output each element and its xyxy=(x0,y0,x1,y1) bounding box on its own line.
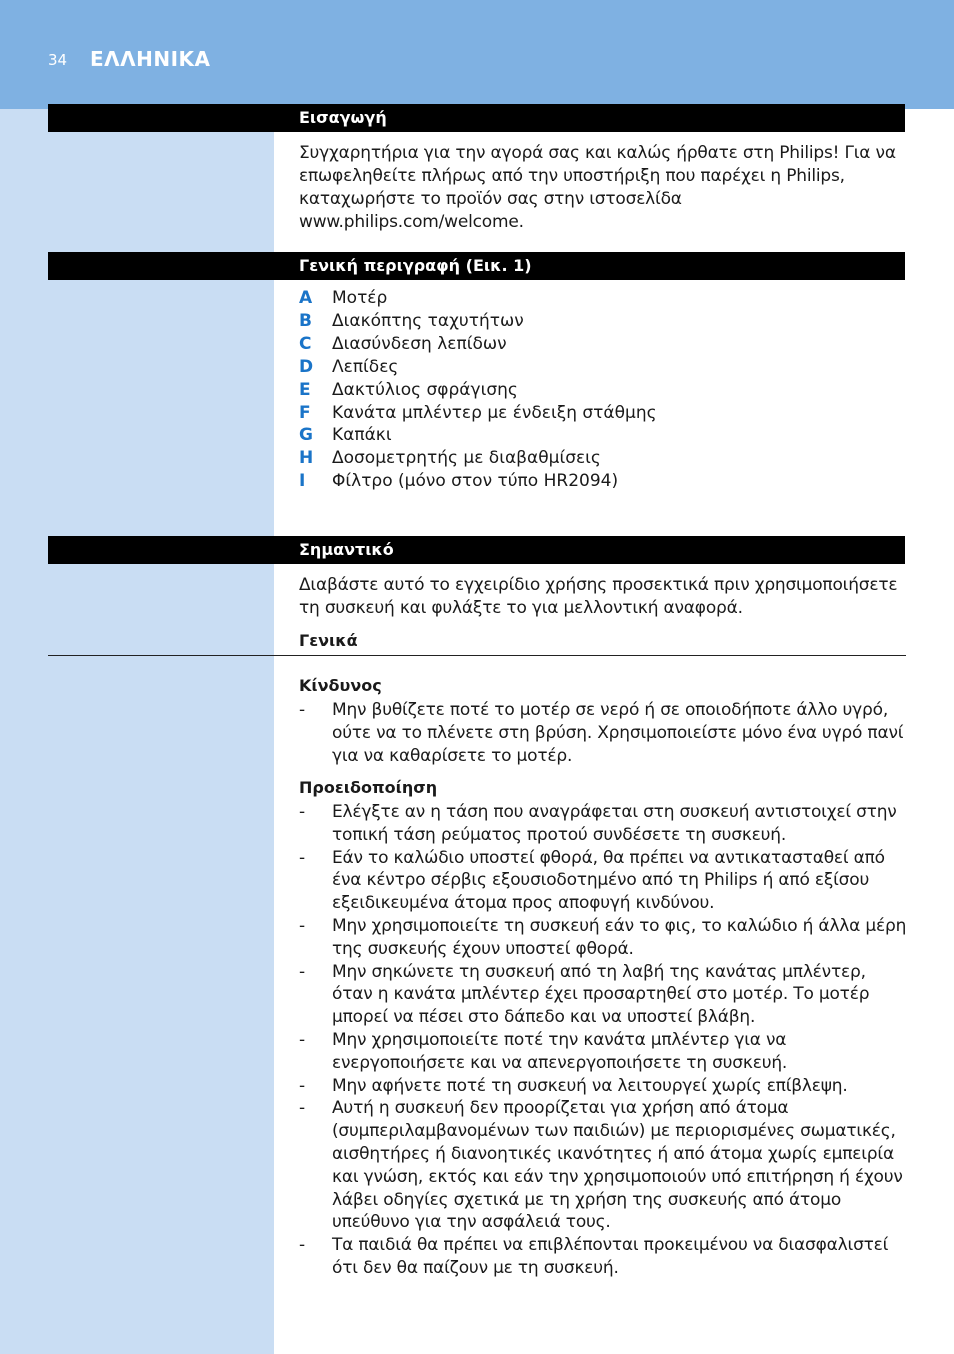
warning-heading: Προειδοποίηση xyxy=(299,778,438,797)
list-item: - Μην χρησιμοποιείτε ποτέ την κανάτα μπλέντερ για να ενεργοποιήσετε και να απενεργοποιήσετε τη συσκευή. xyxy=(299,1029,909,1075)
part-label: Διακόπτης ταχυτήτων xyxy=(332,310,524,331)
part-item xyxy=(299,402,657,425)
section-title: Εισαγωγή xyxy=(299,108,387,127)
section-title: Γενική περιγραφή (Εικ. 1) xyxy=(299,256,532,275)
part-letter: D xyxy=(299,356,314,377)
intro-text: Συγχαρητήρια για την αγορά σας και καλώς ήρθατε στη Philips! Για να επωφεληθείτε πλήρως από την υποστήριξη που παρέχει η Philips, καταχωρήστε το προϊόν σας στην ιστοσελίδα www.philips.com/welcome. xyxy=(299,143,896,232)
important-paragraph xyxy=(299,574,909,620)
part-item xyxy=(299,310,657,333)
part-item xyxy=(299,470,657,493)
section-bar-introduction xyxy=(48,104,905,132)
list-item: - Μην σηκώνετε τη συσκευή από τη λαβή της κανάτας μπλέντερ, όταν η κανάτα μπλέντερ έχει προσαρτηθεί στο μοτέρ. Το μοτέρ μπορεί να πέσει στο δάπεδο και να υποστεί βλάβη. xyxy=(299,961,909,1029)
part-letter: B xyxy=(299,310,312,331)
part-label: Μοτέρ xyxy=(332,288,388,308)
part-label: Λεπίδες xyxy=(332,356,399,377)
part-item xyxy=(299,287,657,310)
section-bar-important xyxy=(48,536,905,564)
part-label: Δοσομετρητής με διαβαθμίσεις xyxy=(332,448,601,469)
list-item: - Εάν το καλώδιο υποστεί φθορά, θα πρέπει να αντικατασταθεί από ένα κέντρο σέρβις εξουσιοδοτημένο από τη Philips ή από εξίσου εξειδικευμένα άτομα προς αποφυγή κινδύνου. xyxy=(299,847,909,915)
section-bar-general-description xyxy=(48,252,905,280)
part-letter: G xyxy=(299,425,313,446)
part-letter: I xyxy=(299,471,306,492)
part-label: Κανάτα μπλέντερ με ένδειξη στάθμης xyxy=(332,402,657,423)
part-label: Διασύνδεση λεπίδων xyxy=(332,333,507,354)
list-item-text: Μην χρησιμοποιείτε τη συσκευή εάν το φις, το καλώδιο ή άλλα μέρη της συσκευής έχουν υποστεί φθορά. xyxy=(332,915,907,959)
part-label: Καπάκι xyxy=(332,425,392,446)
list-item-text: Μην αφήνετε ποτέ τη συσκευή να λειτουργεί χωρίς επίβλεψη. xyxy=(332,1075,848,1096)
part-item xyxy=(299,424,657,447)
list-item-text: Ελέγξτε αν η τάση που αναγράφεται στη συσκευή αντιστοιχεί στην τοπική τάση ρεύματος προτού συνδέσετε τη συσκευή. xyxy=(332,802,897,845)
part-letter: E xyxy=(299,379,311,400)
list-item: - Μην βυθίζετε ποτέ το μοτέρ σε νερό ή σε οποιοδήποτε άλλο υγρό, ούτε να το πλένετε στη βρύση. Χρησιμοποιείστε μόνο ένα υγρό πανί για να καθαρίσετε το μοτέρ. xyxy=(299,699,909,767)
part-item xyxy=(299,356,657,379)
danger-list xyxy=(299,699,909,767)
list-item-text: Μην χρησιμοποιείτε ποτέ την κανάτα μπλέντερ για να ενεργοποιήσετε και να απενεργοποιήσετε τη συσκευή. xyxy=(332,1029,788,1073)
part-label: Δακτύλιος σφράγισης xyxy=(332,379,518,400)
parts-list xyxy=(299,287,657,493)
danger-heading: Κίνδυνος xyxy=(299,676,382,695)
left-margin-panel xyxy=(0,109,274,1354)
part-item xyxy=(299,447,657,470)
part-item xyxy=(299,379,657,402)
divider-line xyxy=(48,655,906,656)
list-item-text: Εάν το καλώδιο υποστεί φθορά, θα πρέπει να αντικατασταθεί από ένα κέντρο σέρβις εξουσιοδοτημένο από τη Philips ή από εξίσου εξειδικευμένα άτομα προς αποφυγή κινδύνου. xyxy=(332,847,885,914)
part-letter: H xyxy=(299,448,314,469)
part-letter: C xyxy=(299,333,312,354)
list-item-text: Μην σηκώνετε τη συσκευή από τη λαβή της κανάτας μπλέντερ, όταν η κανάτα μπλέντερ έχει προσαρτηθεί στο μοτέρ. Το μοτέρ μπορεί να πέσει στο δάπεδο και να υποστεί βλάβη. xyxy=(332,961,870,1028)
part-label: Φίλτρο (μόνο στον τύπο HR2094) xyxy=(332,471,619,492)
part-letter: F xyxy=(299,402,311,423)
list-item: - Μην αφήνετε ποτέ τη συσκευή να λειτουργεί χωρίς επίβλεψη. xyxy=(299,1075,909,1098)
list-item: - Μην χρησιμοποιείτε τη συσκευή εάν το φις, το καλώδιο ή άλλα μέρη της συσκευής έχουν υποστεί φθορά. xyxy=(299,915,909,961)
language-heading: ΕΛΛΗΝΙΚΑ xyxy=(90,47,211,71)
section-title: Σημαντικό xyxy=(299,540,394,559)
list-item: - Τα παιδιά θα πρέπει να επιβλέπονται προκειμένου να διασφαλιστεί ότι δεν θα παίζουν με τη συσκευή. xyxy=(299,1234,909,1280)
list-item-text: Μην βυθίζετε ποτέ το μοτέρ σε νερό ή σε οποιοδήποτε άλλο υγρό, ούτε να το πλένετε στη βρύση. Χρησιμοποιείστε μόνο ένα υγρό πανί για να καθαρίσετε το μοτέρ. xyxy=(332,700,904,766)
part-letter: A xyxy=(299,288,313,308)
list-item: - Αυτή η συσκευή δεν προορίζεται για χρήση από άτομα (συμπεριλαμβανομένων των παιδιών) με περιορισμένες σωματικές, αισθητήρες ή διανοητικές ικανότητες ή από άτομα χωρίς εμπειρία και γνώση, εκτός και εάν την χρησιμοποιούν υπό επιτήρηση ή έχουν λάβει οδηγίες σχετικά με τη χρήση της συσκευής από άτομο υπεύθυνο για την ασφάλειά τους. xyxy=(299,1097,909,1234)
list-item: - Ελέγξτε αν η τάση που αναγράφεται στη συσκευή αντιστοιχεί στην τοπική τάση ρεύματος προτού συνδέσετε τη συσκευή. xyxy=(299,801,909,847)
important-text: Διαβάστε αυτό το εγχειρίδιο χρήσης προσεκτικά πριν χρησιμοποιήσετε τη συσκευή και φυλάξτε το για μελλοντική αναφορά. xyxy=(299,575,898,618)
general-heading: Γενικά xyxy=(299,631,358,650)
list-item-text: Τα παιδιά θα πρέπει να επιβλέπονται προκειμένου να διασφαλιστεί ότι δεν θα παίζουν με τη συσκευή. xyxy=(332,1235,889,1278)
warning-list xyxy=(299,801,909,1280)
page-number: 34 xyxy=(48,51,68,69)
intro-paragraph xyxy=(299,142,909,234)
list-item-text: Αυτή η συσκευή δεν προορίζεται για χρήση από άτομα (συμπεριλαμβανομένων των παιδιών) με περιορισμένες σωματικές, αισθητήρες ή διανοητικές ικανότητες ή από άτομα χωρίς εμπειρία και γνώση, εκτός και εάν την χρησιμοποιούν υπό επιτήρηση ή έχουν λάβει οδηγίες σχετικά με τη χρήση της συσκευής από άτομο υπεύθυνο για την ασφάλειά τους. xyxy=(332,1098,903,1233)
part-item xyxy=(299,333,657,356)
